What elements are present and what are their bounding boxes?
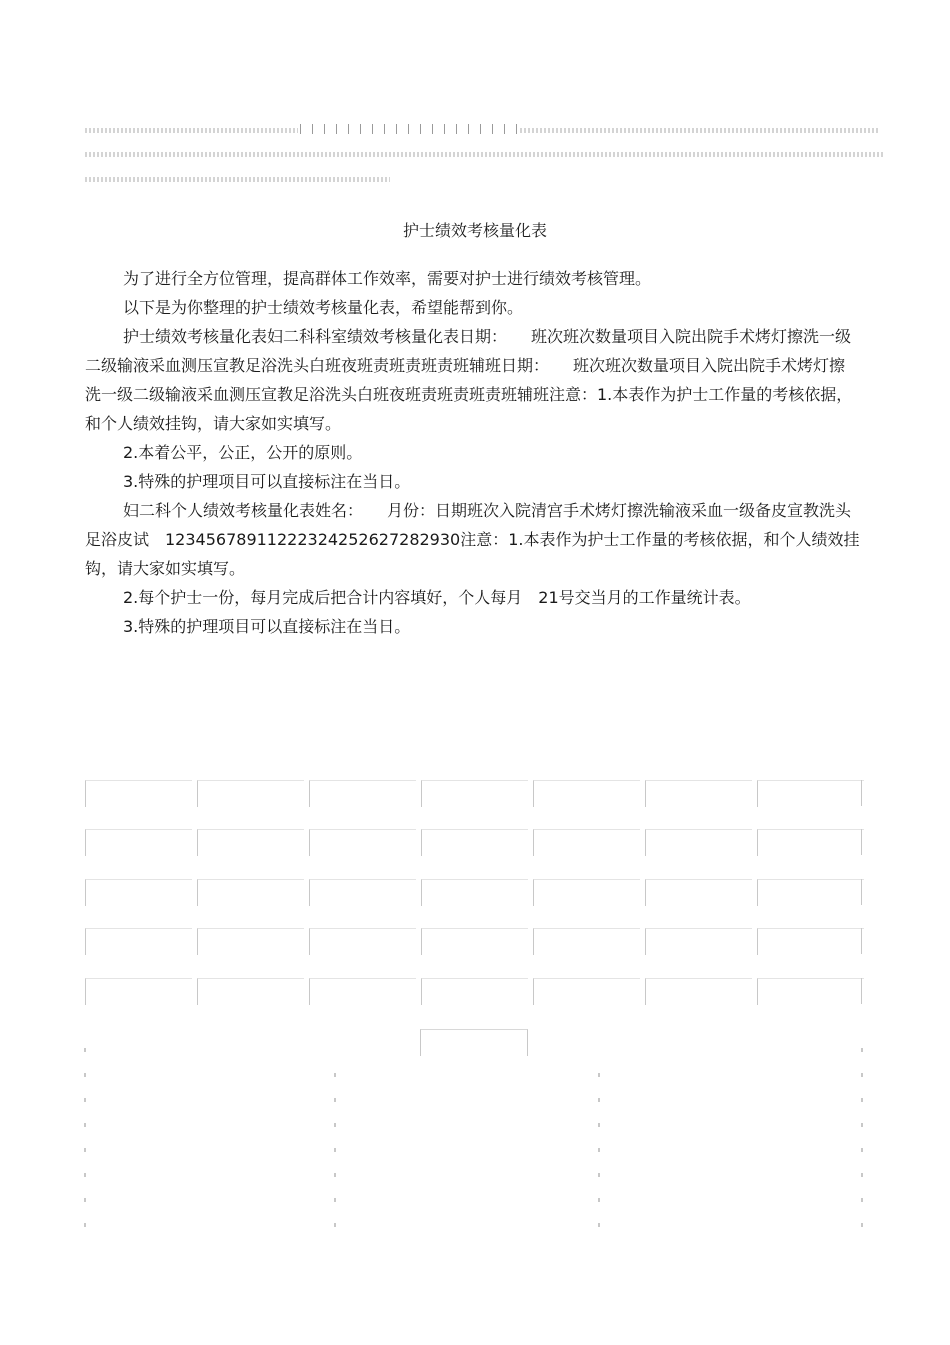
- blank-table-cell: [757, 978, 864, 1005]
- blank-table-cell: [645, 978, 752, 1005]
- blank-table-cell: [645, 780, 752, 807]
- paragraph: 2.每个护士一份，每月完成后把合计内容填好，个人每月 21号交当月的工作量统计表。: [123, 588, 751, 607]
- blank-table-cell: [85, 879, 192, 906]
- blank-table-cell: [420, 1029, 528, 1056]
- blank-table-cell: [197, 978, 304, 1005]
- table-row: [85, 780, 863, 806]
- table-row: [85, 928, 863, 954]
- table-edge-marks: [84, 1048, 86, 1233]
- blank-table-cell: [645, 879, 752, 906]
- blank-table-cell: [309, 780, 416, 807]
- blank-table-cell: [421, 978, 528, 1005]
- table-right-border: [861, 780, 862, 806]
- blank-table-cell: [533, 978, 640, 1005]
- header-noise-line-1: [85, 128, 298, 133]
- blank-table-cell: [309, 928, 416, 955]
- blank-table-cell: [757, 780, 864, 807]
- blank-table-cell: [533, 829, 640, 856]
- blank-table-cell: [757, 879, 864, 906]
- blank-table-cell: [85, 829, 192, 856]
- blank-table-cell: [85, 928, 192, 955]
- blank-table-cell: [85, 780, 192, 807]
- blank-table-cell: [309, 978, 416, 1005]
- blank-table-cell: [197, 928, 304, 955]
- document-title: 护士绩效考核量化表: [402, 221, 547, 240]
- blank-table-cell: [421, 829, 528, 856]
- table-edge-marks: [861, 1048, 863, 1233]
- blank-table-cell: [421, 928, 528, 955]
- table-edge-marks: [334, 1073, 336, 1233]
- paragraph: 以下是为你整理的护士绩效考核量化表，希望能帮到你。: [123, 298, 524, 317]
- blank-table-cell: [757, 829, 864, 856]
- header-noise-line-2: [85, 152, 883, 157]
- table-row: [85, 978, 863, 1004]
- blank-table-cell: [85, 978, 192, 1005]
- header-noise-line-3: [85, 177, 390, 182]
- table-row: [85, 829, 863, 855]
- blank-table-cell: [645, 928, 752, 955]
- blank-table-cell: [197, 780, 304, 807]
- table-right-border: [861, 879, 862, 905]
- paragraph: 护士绩效考核量化表妇二科科室绩效考核量化表日期： 班次班次数量项目入院出院手术烤灯擦洗一级二级输液采血测压宣教足浴洗头白班夜班责班责班责班辅班日期： 班次班次数量项目入院出院手术烤灯擦洗一级二级输液采血测压宣教足浴洗头白班夜班责班责班责班辅班注意：1.本表作为护士工作量的考核依据，和个人绩效挂钩，请大家如实填写。: [85, 327, 853, 433]
- blank-table-cell: [309, 829, 416, 856]
- table-right-border: [861, 829, 862, 855]
- blank-table-cell: [421, 879, 528, 906]
- paragraph: 为了进行全方位管理，提高群体工作效率，需要对护士进行绩效考核管理。: [123, 269, 652, 288]
- header-noise-line-1b: [520, 128, 880, 133]
- paragraph: 3.特殊的护理项目可以直接标注在当日。: [123, 472, 411, 491]
- header-tick-marks: [300, 124, 518, 134]
- blank-table-cell: [309, 879, 416, 906]
- blank-table-cell: [197, 879, 304, 906]
- blank-table-cell: [533, 780, 640, 807]
- table-edge-marks: [598, 1073, 600, 1233]
- document-body: [85, 264, 860, 641]
- blank-table-cell: [757, 928, 864, 955]
- table-right-border: [861, 978, 862, 1004]
- table-row: [85, 879, 863, 905]
- blank-table-cell: [197, 829, 304, 856]
- blank-table-cell: [645, 829, 752, 856]
- paragraph: 妇二科个人绩效考核量化表姓名： 月份：日期班次入院清宫手术烤灯擦洗输液采血一级备皮宣教洗头足浴皮试 12345678911222324252627282930注意：1.本表作为护士工作量的考核依据，和个人绩效挂钩，请大家如实填写。: [85, 501, 860, 578]
- paragraph: 2.本着公平，公正，公开的原则。: [123, 443, 363, 462]
- blank-table-cell: [533, 928, 640, 955]
- blank-table-cell: [533, 879, 640, 906]
- paragraph: 3.特殊的护理项目可以直接标注在当日。: [123, 617, 411, 636]
- blank-table-cell: [421, 780, 528, 807]
- table-right-border: [861, 928, 862, 954]
